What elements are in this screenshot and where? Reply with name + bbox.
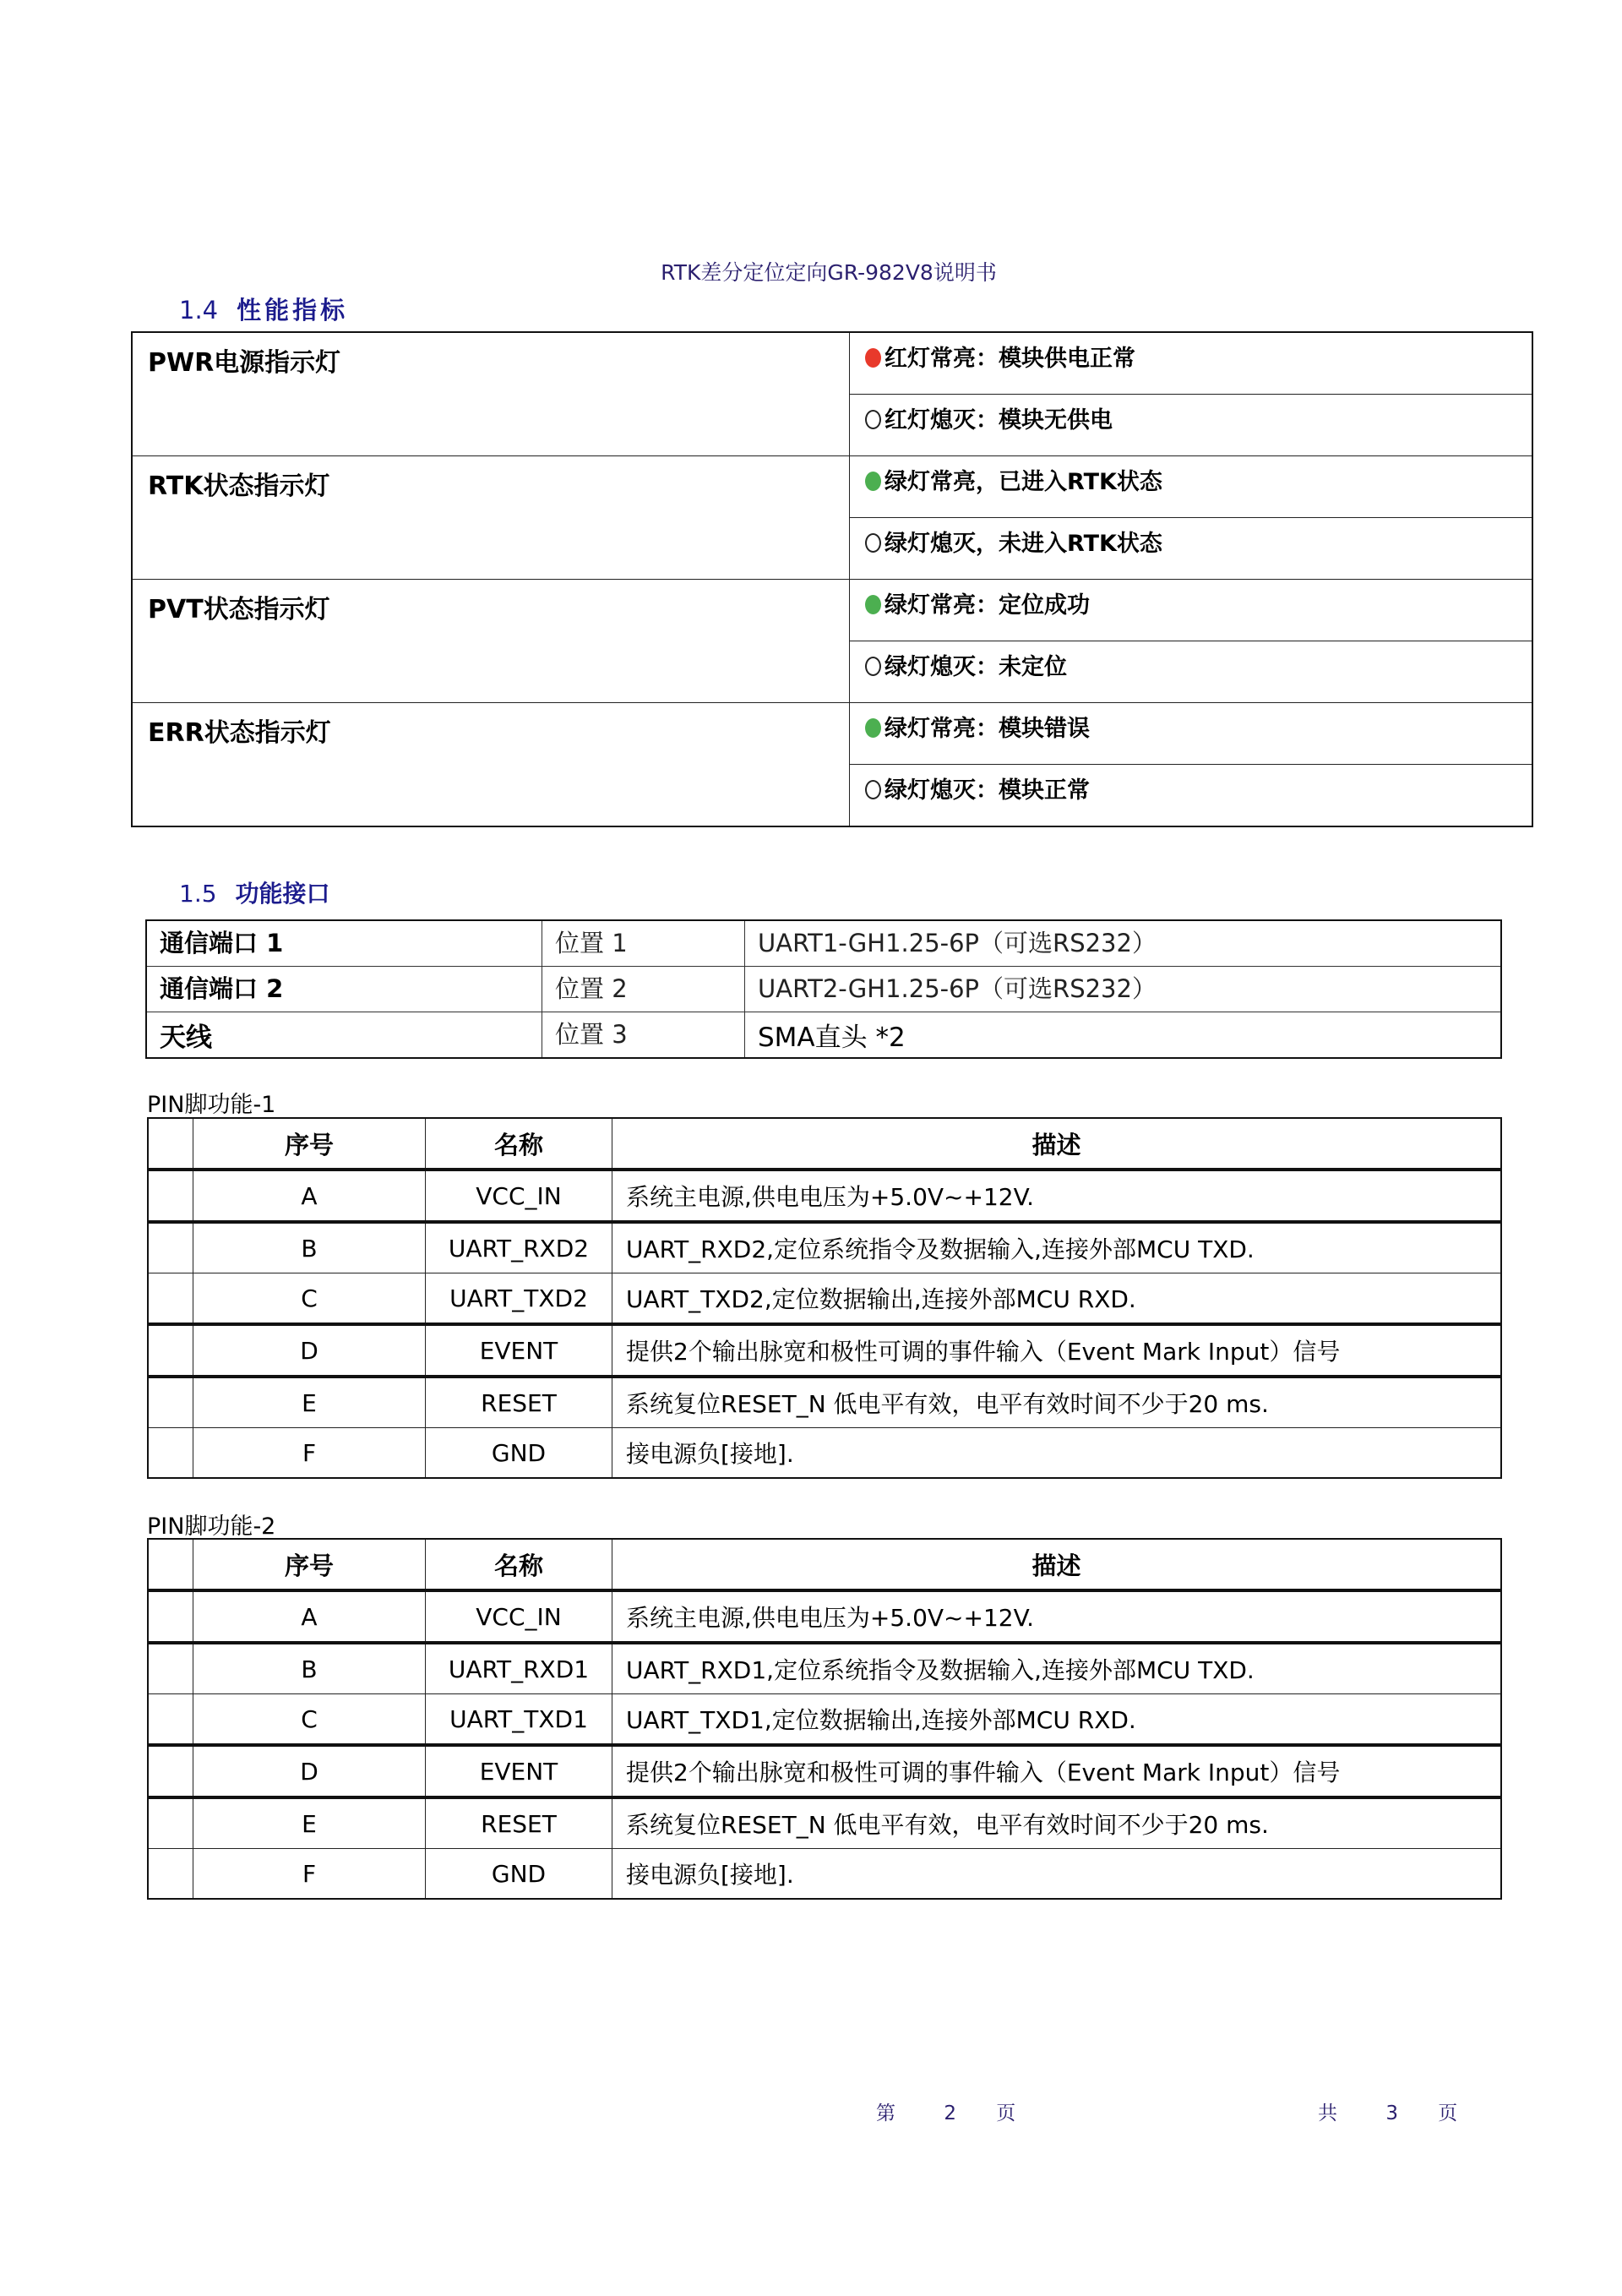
header-desc: 描述 (612, 1539, 1502, 1590)
section-1-4-heading (179, 292, 348, 326)
table-row: F GND 接电源负[接地]. (148, 1428, 1501, 1479)
header-seq: 序号 (193, 1539, 426, 1590)
table-header-row (148, 1118, 1501, 1170)
indicator-label: PWR电源指示灯 (132, 332, 850, 456)
section-number: 1.5 (179, 880, 217, 908)
table-row: B UART_RXD2 UART_RXD2,定位系统指令及数据输入,连接外部MCU TXD. (148, 1222, 1501, 1273)
led-off-icon (865, 780, 881, 799)
pin-table-1 (147, 1117, 1502, 1479)
performance-indicator-table (131, 331, 1533, 827)
document-title: RTK差分定位定向GR-982V8说明书 (661, 260, 997, 285)
table-row: C UART_TXD2 UART_TXD2,定位数据输出,连接外部MCU RXD. (148, 1273, 1501, 1325)
current-page: 2 (944, 2102, 956, 2124)
indicator-state: 绿灯熄灭：模块正常 (850, 765, 1533, 827)
section-title: 性能指标 (237, 296, 349, 324)
green-led-on-icon (865, 718, 881, 738)
header-seq: 序号 (193, 1118, 426, 1170)
table-row: B UART_RXD1 UART_RXD1,定位系统指令及数据输入,连接外部MCU TXD. (148, 1643, 1501, 1694)
header-desc: 描述 (612, 1118, 1502, 1170)
port-name: 通信端口 1 (146, 920, 542, 967)
table-row: E RESET 系统复位RESET_N 低电平有效，电平有效时间不少于20 ms. (148, 1797, 1501, 1849)
indicator-label: ERR状态指示灯 (132, 703, 850, 827)
header-name: 名称 (426, 1539, 612, 1590)
table-row: A VCC_IN 系统主电源,供电电压为+5.0V~+12V. (148, 1170, 1501, 1222)
indicator-state: 绿灯熄灭：未定位 (850, 641, 1533, 703)
port-spec: SMA直头 *2 (745, 1012, 1502, 1059)
section-1-5-heading (179, 875, 330, 909)
section-number: 1.4 (179, 296, 219, 324)
table-row: E RESET 系统复位RESET_N 低电平有效，电平有效时间不少于20 ms. (148, 1377, 1501, 1428)
port-position: 位置 3 (542, 1012, 745, 1059)
interface-table (145, 919, 1502, 1059)
table-row (146, 920, 1501, 967)
table-row (146, 1012, 1501, 1059)
port-spec: UART1-GH1.25-6P（可选RS232） (745, 920, 1502, 967)
led-off-icon (865, 533, 881, 553)
table-row: D EVENT 提供2个输出脉宽和极性可调的事件输入（Event Mark Input）信号 (148, 1745, 1501, 1797)
table-row: C UART_TXD1 UART_TXD1,定位数据输出,连接外部MCU RXD. (148, 1694, 1501, 1746)
table-row (146, 967, 1501, 1012)
port-name: 通信端口 2 (146, 967, 542, 1012)
page-number: 第 2 页 (876, 2102, 1016, 2124)
indicator-state: 绿灯熄灭，未进入RTK状态 (850, 518, 1533, 580)
green-led-on-icon (865, 472, 881, 491)
indicator-state: 红灯熄灭：模块无供电 (850, 395, 1533, 456)
header-name: 名称 (426, 1118, 612, 1170)
indicator-state: 绿灯常亮：定位成功 (850, 580, 1533, 641)
port-position: 位置 2 (542, 967, 745, 1012)
green-led-on-icon (865, 595, 881, 614)
port-spec: UART2-GH1.25-6P（可选RS232） (745, 967, 1502, 1012)
table-row: D EVENT 提供2个输出脉宽和极性可调的事件输入（Event Mark Input）信号 (148, 1324, 1501, 1377)
red-led-on-icon (865, 348, 881, 368)
table-row: F GND 接电源负[接地]. (148, 1849, 1501, 1900)
page-total: 共 3 页 (1318, 2102, 1458, 2124)
table-header-row (148, 1539, 1501, 1590)
pin-table-2-label: PIN脚功能-2 (147, 1513, 276, 1540)
total-pages: 3 (1385, 2102, 1398, 2124)
section-title: 功能接口 (235, 880, 330, 908)
pin-table-1-label: PIN脚功能-1 (147, 1092, 276, 1118)
table-row: A VCC_IN 系统主电源,供电电压为+5.0V~+12V. (148, 1590, 1501, 1643)
indicator-state: 绿灯常亮：模块错误 (850, 703, 1533, 765)
pin-table-2 (147, 1538, 1502, 1900)
indicator-state: 绿灯常亮，已进入RTK状态 (850, 456, 1533, 518)
led-off-icon (865, 410, 881, 429)
port-position: 位置 1 (542, 920, 745, 967)
port-name: 天线 (146, 1012, 542, 1059)
indicator-label: PVT状态指示灯 (132, 580, 850, 703)
indicator-state: 红灯常亮：模块供电正常 (850, 332, 1533, 395)
indicator-label: RTK状态指示灯 (132, 456, 850, 580)
led-off-icon (865, 657, 881, 676)
